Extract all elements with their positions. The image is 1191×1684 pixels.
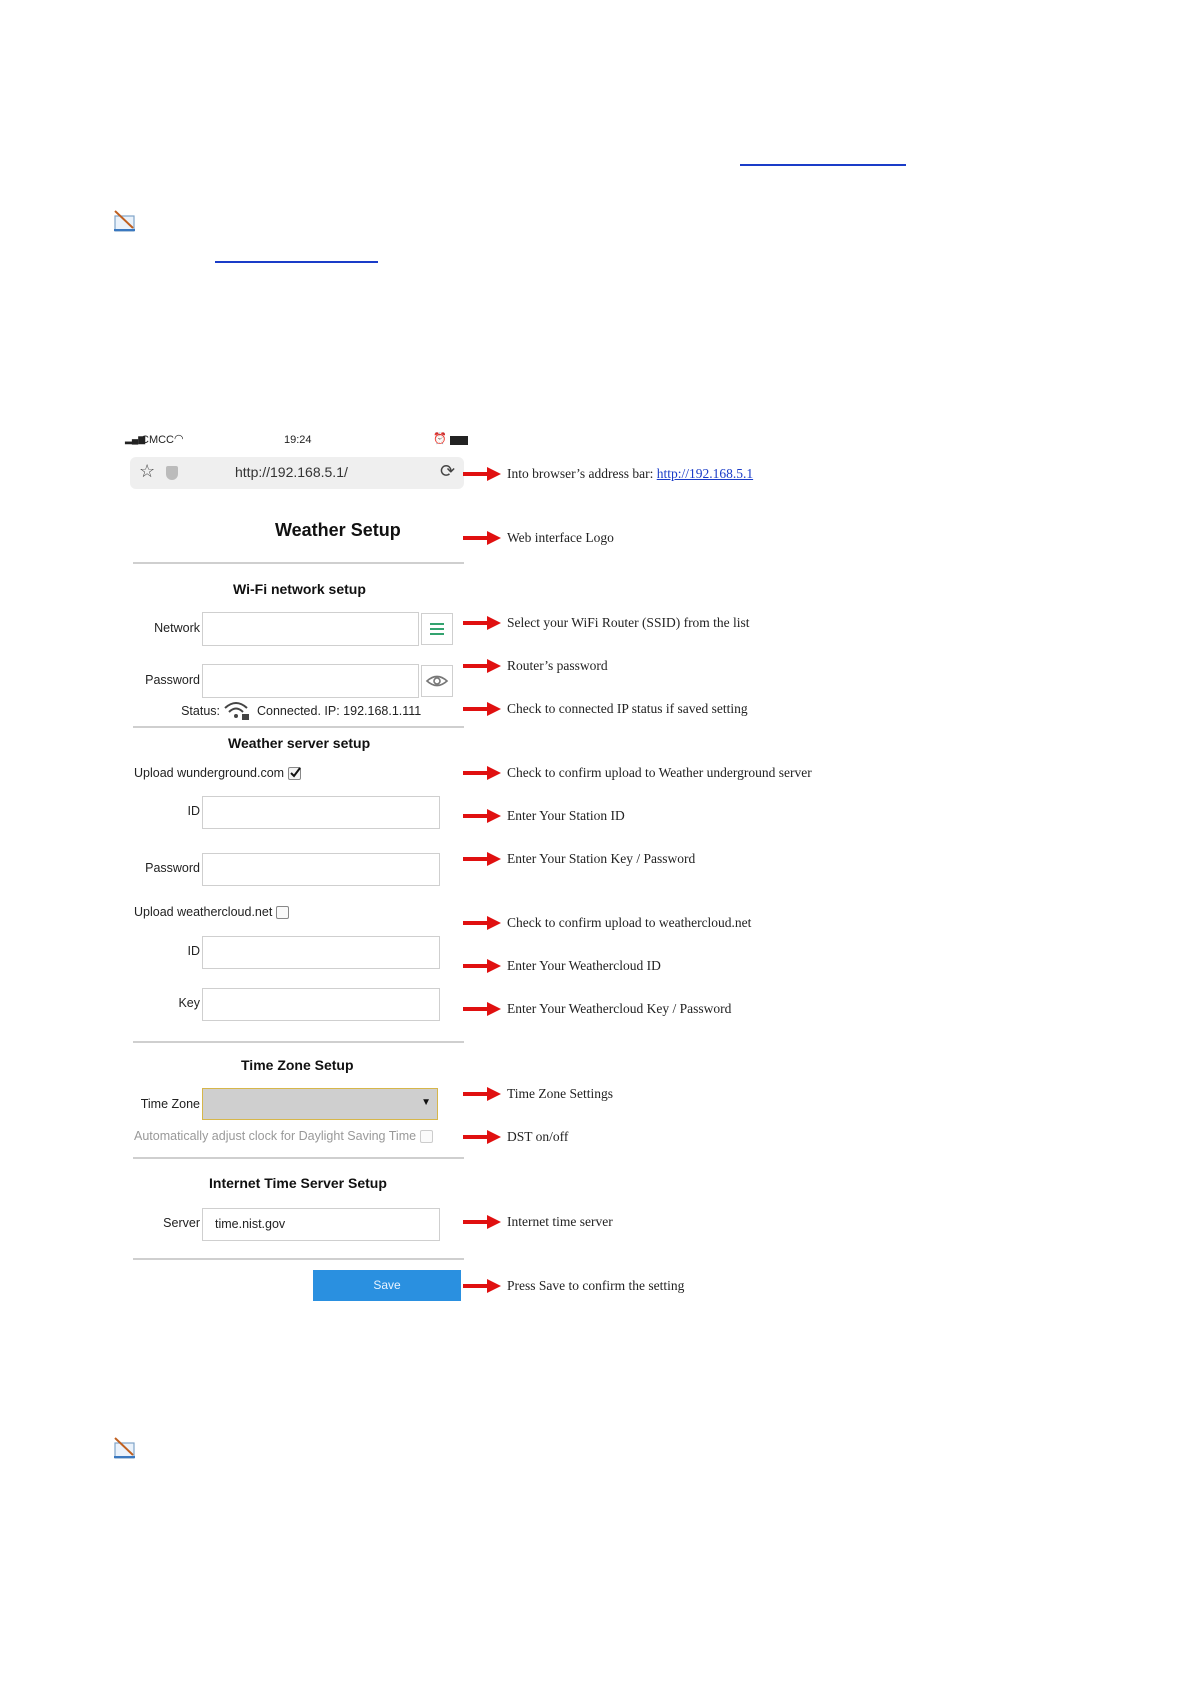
address-bar[interactable] [130, 457, 464, 489]
annotation-station-id: Enter Your Station ID [507, 808, 625, 823]
arrow-icon [463, 1130, 501, 1144]
arrow-icon [463, 766, 501, 780]
network-list-button[interactable] [421, 613, 453, 645]
wifi-section-title: Wi-Fi network setup [233, 581, 366, 597]
dropdown-arrow-icon: ▼ [421, 1097, 431, 1108]
star-icon[interactable]: ☆ [139, 461, 156, 481]
show-password-button[interactable] [421, 665, 453, 697]
annotation-wc-key: Enter Your Weathercloud Key / Password [507, 1001, 732, 1016]
dst-option [134, 1129, 433, 1143]
annotation-address-text: Into browser’s address bar: [507, 466, 657, 481]
arrow-icon [463, 959, 501, 973]
link-underline[interactable] [215, 261, 378, 263]
list-icon [422, 614, 452, 644]
time-zone-select[interactable] [202, 1088, 438, 1120]
time-zone-label: Time Zone [140, 1097, 200, 1111]
weathercloud-label-text: Upload weathercloud.net [134, 905, 273, 919]
arrow-icon [463, 916, 501, 930]
carrier-name: CMCC [141, 434, 174, 446]
weathercloud-checkbox[interactable] [276, 906, 289, 919]
weather-server-title: Weather server setup [228, 735, 371, 751]
status-label: Status: [181, 704, 220, 718]
arrow-icon [463, 1002, 501, 1016]
time-zone-title: Time Zone Setup [241, 1057, 354, 1073]
annotation-time-server: Internet time server [507, 1214, 613, 1229]
status-value: Connected. IP: 192.168.1.111 [257, 704, 422, 718]
annotation-save: Press Save to confirm the setting [507, 1278, 685, 1293]
note-icon [112, 208, 138, 234]
annotation-weathercloud: Check to confirm upload to weathercloud.net [507, 915, 752, 930]
arrow-icon [463, 1087, 501, 1101]
divider [133, 726, 464, 728]
annotation-address [507, 466, 753, 482]
arrow-icon [463, 852, 501, 866]
signal-icon: ▂▄▆ [125, 434, 146, 444]
wifi-password-label: Password [145, 673, 200, 687]
wunderground-upload-label [134, 766, 301, 780]
annotation-station-key: Enter Your Station Key / Password [507, 851, 696, 866]
weathercloud-upload-label [134, 905, 289, 919]
address-link[interactable]: http://192.168.5.1 [656, 466, 754, 481]
battery-icon [450, 436, 468, 445]
divider [133, 1157, 464, 1159]
dst-label: Automatically adjust clock for Daylight Saving Time [134, 1129, 417, 1143]
arrow-icon [463, 1215, 501, 1229]
server-value: time.nist.gov [215, 1217, 286, 1231]
url-text[interactable]: http://192.168.5.1/ [235, 464, 348, 480]
server-label: Server [163, 1216, 200, 1230]
save-button[interactable]: Save [313, 1270, 461, 1301]
status-time: 19:24 [284, 434, 312, 446]
annotation-wunderground: Check to confirm upload to Weather underground server [507, 765, 812, 780]
arrow-icon [463, 809, 501, 823]
reload-icon[interactable]: ⟳ [440, 461, 456, 481]
eye-icon [422, 666, 452, 696]
wunderground-password-field[interactable] [202, 853, 440, 886]
check-icon [289, 766, 301, 779]
time-server-title: Internet Time Server Setup [209, 1175, 387, 1191]
annotation-status: Check to connected IP status if saved setting [507, 701, 748, 716]
wunderground-label-text: Upload wunderground.com [134, 766, 285, 780]
annotation-time-zone: Time Zone Settings [507, 1086, 614, 1101]
arrow-icon [463, 1279, 501, 1293]
divider [133, 1258, 464, 1260]
weathercloud-id-field[interactable] [202, 936, 440, 969]
annotation-dst: DST on/off [507, 1129, 569, 1144]
weathercloud-key-field[interactable] [202, 988, 440, 1021]
alarm-icon: ⏰ [433, 433, 447, 445]
wifi-icon: ◠ [174, 433, 184, 445]
dst-checkbox[interactable] [420, 1130, 433, 1143]
page-title: Weather Setup [275, 520, 401, 540]
network-label: Network [154, 621, 200, 635]
annotation-password: Router’s password [507, 658, 608, 673]
server-field[interactable] [202, 1208, 440, 1241]
weathercloud-id-label: ID [187, 944, 200, 958]
divider [133, 1041, 464, 1043]
wunderground-password-label: Password [145, 861, 200, 875]
divider [133, 562, 464, 564]
arrow-icon [463, 531, 501, 545]
arrow-icon [463, 702, 501, 716]
annotation-network: Select your WiFi Router (SSID) from the list [507, 615, 750, 630]
wunderground-id-field[interactable] [202, 796, 440, 829]
arrow-icon [463, 616, 501, 630]
arrow-icon [463, 659, 501, 673]
note-icon [112, 1435, 138, 1461]
weathercloud-key-label: Key [178, 996, 200, 1010]
wifi-lock-icon [222, 698, 252, 722]
wunderground-id-label: ID [187, 804, 200, 818]
wifi-password-field[interactable] [202, 664, 419, 698]
link-underline[interactable] [740, 164, 906, 166]
network-field[interactable] [202, 612, 419, 646]
arrow-icon [463, 467, 501, 481]
annotation-logo: Web interface Logo [507, 530, 614, 545]
annotation-wc-id: Enter Your Weathercloud ID [507, 958, 661, 973]
shield-icon [166, 466, 178, 480]
wunderground-checkbox[interactable] [288, 767, 301, 780]
